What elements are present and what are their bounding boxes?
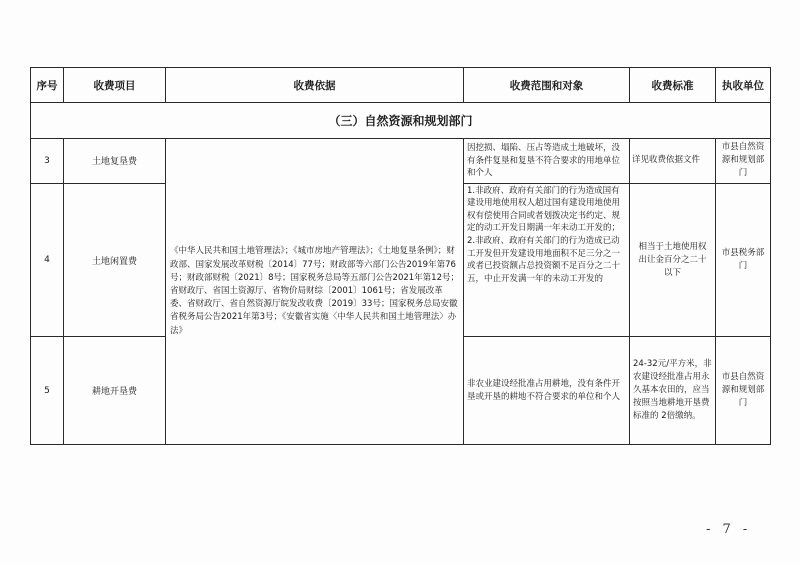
table-row — [31, 139, 771, 183]
shared-basis-cell: 《中华人民共和国土地管理法》；《城市房地产管理法》；《土地复垦条例》；财政部、国家发展改革财税〔2014〕77号；财政部等六部门公告2019年第76号；财政部财税〔2021〕8号；国家税务总局等五部门公告2021年第12号；省财政厅、省国土资源厅、省物价局财综〔2001〕1061号；省发展改革委、省财政厅、省自然资源厅皖发改收费〔2019〕33号；国家税务总局安徽省税务局公告2021年第3号；《安徽省实施〈中华人民共和国土地管理法〉办法》 — [166, 139, 464, 445]
row-no: 3 — [31, 139, 64, 183]
header-item: 收费项目 — [64, 68, 166, 103]
fee-table — [30, 67, 771, 445]
page-number: - 7 - — [706, 522, 752, 537]
row-scope: 非农业建设经批准占用耕地，没有条件开垦或开垦的耕地不符合要求的单位和个人 — [464, 337, 630, 445]
row-no: 4 — [31, 183, 64, 337]
header-basis: 收费依据 — [166, 68, 464, 103]
row-no: 5 — [31, 337, 64, 445]
header-standard: 收费标准 — [630, 68, 716, 103]
table-header-row — [31, 68, 771, 103]
row-standard: 详见收费依据文件 — [630, 139, 716, 183]
header-unit: 执收单位 — [716, 68, 771, 103]
header-no: 序号 — [31, 68, 64, 103]
row-scope: 因挖损、塌陷、压占等造成土地破坏，没有条件复垦和复垦不符合要求的用地单位和个人 — [464, 139, 630, 183]
row-scope: 1.非政府、政府有关部门的行为造成国有建设用地使用权人超过国有建设用地使用权有偿使用合同或者划拨决定书约定、规定的动工开发日期满一年未动工开发的；2.非政府、政府有关部门的行为造成已动工开发但开发建设用地面积不足三分之一或者已投资额占总投资额不足百分之二十五，中止开发满一年的未动工开发的 — [464, 183, 630, 337]
row-unit: 市县自然资源和规划部门 — [716, 139, 771, 183]
section-row — [31, 103, 771, 139]
row-standard: 相当于土地使用权出让金百分之二十以下 — [630, 183, 716, 337]
row-item: 土地复垦费 — [64, 139, 166, 183]
header-scope: 收费范围和对象 — [464, 68, 630, 103]
section-title: （三）自然资源和规划部门 — [31, 103, 771, 139]
row-unit: 市县自然资源和规划部门 — [716, 337, 771, 445]
row-item: 耕地开垦费 — [64, 337, 166, 445]
row-item: 土地闲置费 — [64, 183, 166, 337]
row-unit: 市县税务部门 — [716, 183, 771, 337]
row-standard: 24-32元/平方米，非农建设经批准占用永久基本农田的，应当按照当地耕地开垦费标准的 2倍缴纳。 — [630, 337, 716, 445]
